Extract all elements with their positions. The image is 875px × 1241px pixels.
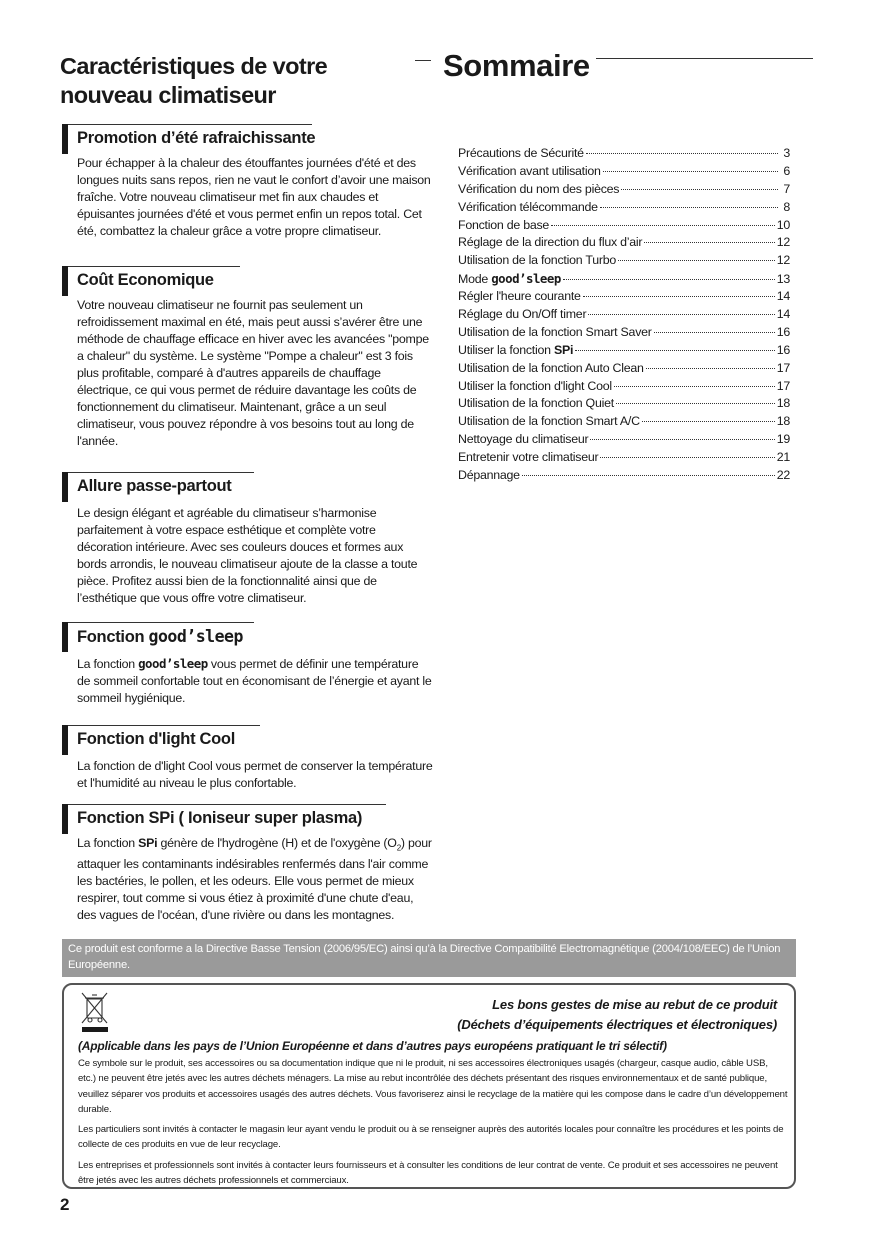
toc-item[interactable] xyxy=(458,432,790,450)
spi-logo: SPi xyxy=(553,342,574,357)
toc-item[interactable] xyxy=(458,325,790,343)
section-header xyxy=(62,472,434,502)
section-title: Allure passe-partout xyxy=(77,477,232,495)
section-title: Fonction d'light Cool xyxy=(77,730,235,748)
spi-logo: SPi xyxy=(138,836,158,850)
section-header xyxy=(62,266,434,296)
section-body xyxy=(77,835,434,924)
section-marker xyxy=(62,266,68,296)
toc-item-label: Vérification avant utilisation xyxy=(458,163,601,178)
page-title: Caractéristiques de votre nouveau climatiseur xyxy=(60,53,328,108)
toc-item[interactable] xyxy=(458,164,790,182)
toc-item-page: 16 xyxy=(776,342,790,357)
toc-item-page: 18 xyxy=(776,414,790,429)
section-dlight-cool xyxy=(62,725,434,792)
section-marker xyxy=(62,472,68,502)
body-text: La fonction xyxy=(77,657,139,671)
toc-leader-dots xyxy=(586,153,778,154)
section-title xyxy=(77,809,362,828)
toc-item[interactable] xyxy=(458,200,790,218)
toc-leader-dots xyxy=(551,225,775,226)
toc-item[interactable] xyxy=(458,182,790,200)
toc-leader-dots xyxy=(618,260,775,261)
section-header xyxy=(62,622,434,652)
toc-item-page: 18 xyxy=(776,396,790,411)
section-spi xyxy=(62,804,434,924)
toc-leader-dots xyxy=(654,332,775,333)
toc-item-page: 7 xyxy=(783,181,790,196)
weee-heading-line: Les bons gestes de mise au rebut de ce produit xyxy=(492,997,777,1012)
toc-item[interactable] xyxy=(458,307,790,325)
section-rule xyxy=(68,725,260,726)
section-header xyxy=(62,124,434,154)
section-body: Pour échapper à la chaleur des étouffantes journées d'été et des longues nuits sans repos, rien ne vaut le confort d’avoir une maison fraîche. Votre nouveau climatiseur met fin aux chaudes et épuisantes journées d'été et vous permet enfin un repos total. Cet été, combattez la chaleur grâce a votre propre climatiseur. xyxy=(77,156,431,238)
section-good-sleep xyxy=(62,622,434,707)
toc-leader-dots xyxy=(588,314,774,315)
toc-item[interactable] xyxy=(458,146,790,164)
section-rule xyxy=(68,472,254,473)
title-text: Fonction xyxy=(77,809,149,827)
toc-leader-dots xyxy=(646,368,775,369)
section-rule xyxy=(68,266,240,267)
toc-item-label: Utilisation de la fonction Turbo xyxy=(458,253,616,268)
section-marker xyxy=(62,804,68,834)
toc-item-page: 12 xyxy=(776,235,790,250)
section-title: Promotion d’été rafraichissante xyxy=(77,129,316,147)
body-text: La fonction xyxy=(77,836,139,850)
toc-item[interactable] xyxy=(458,253,790,271)
toc-leader-dots xyxy=(575,350,774,351)
toc-item[interactable] xyxy=(458,468,790,486)
section-design xyxy=(62,472,434,607)
toc-item-page: 21 xyxy=(776,450,790,465)
toc-item[interactable] xyxy=(458,379,790,397)
toc-item[interactable] xyxy=(458,343,790,361)
table-of-contents xyxy=(458,146,790,486)
subscript: 2 xyxy=(396,843,401,853)
weee-subheading: (Applicable dans les pays de l’Union Européenne et dans d’autres pays européens pratiquant le tri sélectif) xyxy=(78,1039,667,1053)
weee-paragraph: Ce symbole sur le produit, ses accessoires ou sa documentation indique que ni le produit, ni ses accessoires électroniques usagés (chargeur, casque audio, câble USB, etc.) ne peuvent être jetés avec les autres déchets ménagers. La mise au rebut incontrôlée des déchets présentant des risques environnementaux et de santé publique, veuillez séparer vos produits et accessoires usagés des autres déchets. Vous favoriserez ainsi le recyclage de la matière qui les compose dans le cadre d’un développement durable. xyxy=(78,1058,788,1115)
body-text: vous permet de définir une température de sommeil confortable tout en économisant de l’énergie et ayant le sommeil hygiénique. xyxy=(77,657,432,705)
section-rule xyxy=(68,124,312,125)
toc-item[interactable] xyxy=(458,218,790,236)
toc-item[interactable] xyxy=(458,289,790,307)
weee-paragraph: Les particuliers sont invités à contacter le magasin leur ayant vendu le produit ou à se renseigner auprès des autorités locales pour connaître les procédures et les points de collecte de ces produits en vue de leur recyclage. xyxy=(78,1124,784,1151)
toc-item-page: 22 xyxy=(776,468,790,483)
section-title xyxy=(77,627,243,647)
section-header xyxy=(62,804,434,834)
weee-heading-line: (Déchets d’équipements électriques et électroniques) xyxy=(457,1017,777,1032)
section-marker xyxy=(62,124,68,154)
toc-leader-dots xyxy=(603,171,778,172)
section-economic-cost xyxy=(62,266,434,450)
toc-item[interactable] xyxy=(458,414,790,432)
toc-item-page: 13 xyxy=(776,272,790,287)
toc-item-label: Précautions de Sécurité xyxy=(458,146,584,160)
toc-item-label: Utilisation de la fonction Quiet xyxy=(458,396,614,411)
compliance-notice: Ce produit est conforme a la Directive Basse Tension (2006/95/EC) ainsi qu’à la Directive Compatibilité Electromagnétique (2004/108/EEC) de l’Union Européenne. xyxy=(62,939,796,977)
toc-leader-dots xyxy=(621,189,778,190)
toc-leader-dots xyxy=(616,403,775,404)
toc-item-page: 14 xyxy=(776,307,790,322)
toc-item-label: Vérification télécommande xyxy=(458,199,598,214)
toc-item-page: 10 xyxy=(776,217,790,232)
good-sleep-logo: good’sleep xyxy=(491,271,561,287)
toc-item-page: 17 xyxy=(776,378,790,393)
toc-leader-dots xyxy=(644,242,774,243)
weee-paragraphs xyxy=(78,1056,788,1193)
toc-item-label: Entretenir votre climatiseur xyxy=(458,450,599,465)
toc-item-page: 19 xyxy=(776,432,790,447)
toc-item-page: 17 xyxy=(776,360,790,375)
toc-item-label: Dépannage xyxy=(458,468,520,483)
toc-leader-dots xyxy=(522,475,775,476)
toc-leader-dots xyxy=(583,296,775,297)
toc-item-page: 3 xyxy=(783,146,790,160)
toc-item-label: Utilisation de la fonction Auto Clean xyxy=(458,360,644,375)
page-number: 2 xyxy=(60,1195,70,1214)
toc-item[interactable] xyxy=(458,235,790,253)
section-marker xyxy=(62,622,68,652)
toc-item-label: Régler l'heure courante xyxy=(458,289,581,304)
toc-item-page: 8 xyxy=(783,199,790,214)
section-rule xyxy=(68,804,386,805)
section-marker xyxy=(62,725,68,755)
body-text: génère de l'hydrogène (H) et de l'oxygène (O xyxy=(157,836,397,850)
toc-item-label: Nettoyage du climatiseur xyxy=(458,432,589,447)
toc-item-label: Utiliser la fonction xyxy=(458,342,554,357)
toc-leader-dots xyxy=(642,421,775,422)
title-divider-right xyxy=(596,58,813,59)
title-text: ( Ioniseur super plasma) xyxy=(174,809,363,827)
crossed-bin-icon xyxy=(78,990,112,1034)
toc-leader-dots xyxy=(590,439,774,440)
good-sleep-logo: good’sleep xyxy=(148,627,243,646)
toc-item-label: Utilisation de la fonction Smart Saver xyxy=(458,324,652,339)
toc-item[interactable] xyxy=(458,271,790,289)
toc-leader-dots xyxy=(614,386,775,387)
toc-item-label: Utiliser la fonction d'light Cool xyxy=(458,378,612,393)
weee-paragraph: Les entreprises et professionnels sont invités à contacter leurs fournisseurs et à consulter les conditions de leur contrat de vente. Ce produit et ses accessoires ne peuvent être jetés avec les autres déchets professionnels et commerciaux. xyxy=(78,1159,778,1187)
toc-item[interactable] xyxy=(458,361,790,379)
toc-item-label: Réglage de la direction du flux d’air xyxy=(458,235,643,250)
section-header xyxy=(62,725,434,755)
toc-item-page: 6 xyxy=(783,163,790,178)
section-body xyxy=(77,655,434,707)
toc-leader-dots xyxy=(600,457,774,458)
good-sleep-logo: good’sleep xyxy=(138,656,208,671)
toc-item-page: 14 xyxy=(776,289,790,304)
toc-leader-dots xyxy=(600,207,778,208)
title-divider-left xyxy=(415,60,431,61)
weee-heading xyxy=(457,995,777,1035)
title-text: Fonction xyxy=(77,628,149,646)
toc-item-label: Vérification du nom des pièces xyxy=(458,181,620,196)
section-title: Coût Economique xyxy=(77,271,214,289)
toc-title: Sommaire xyxy=(443,48,590,83)
toc-leader-dots xyxy=(563,279,775,280)
toc-item-label: Mode xyxy=(458,272,492,287)
section-summer-promo xyxy=(62,124,434,240)
toc-item-page: 12 xyxy=(776,253,790,268)
toc-item[interactable] xyxy=(458,396,790,414)
section-body: Votre nouveau climatiseur ne fournit pas seulement un refroidissement maximal en été, mais peut aussi s’avérer être une méthode de chauffage efficace en hiver avec les avancées "pompe a chaleur" du système. Le système "Pompe a chaleur" est 3 fois plus profitable, comparé à d'autres appareils de chauffage électrique, ce qui vous permet de réduire davantage les coûts de fonctionnement du climatiseur. Maintenant, grâce a un seul climatiseur, vous pouvez répondre à vos besoins tout au long de l'année. xyxy=(77,298,429,448)
section-rule xyxy=(68,622,254,623)
toc-item-page: 16 xyxy=(776,324,790,339)
toc-item-label: Réglage du On/Off timer xyxy=(458,307,587,322)
body-text: ) pour attaquer les contaminants indésirables renfermés dans l'air comme les bactéries, le pollen, et les odeurs. Elle vous permet de mieux respirer, tout comme si vous étiez à proximité d'une chute d'eau, des vagues de l'océan, d'une rivière ou dans les montagnes. xyxy=(77,836,432,923)
spi-logo: SPi xyxy=(148,809,175,827)
section-body: La fonction de d'light Cool vous permet de conserver la température et l'humidité au niveau le plus confortable. xyxy=(77,759,433,790)
toc-item-label: Fonction de base xyxy=(458,217,550,232)
toc-item[interactable] xyxy=(458,450,790,468)
toc-item-label: Utilisation de la fonction Smart A/C xyxy=(458,414,640,429)
section-body: Le design élégant et agréable du climatiseur s’harmonise parfaitement à votre espace esthétique et complète votre décoration intérieure. Avec ses couleurs douces et formes aux bords arrondis, le nouveau climatiseur ajoute de la classe a toute pièce. Profitez aussi bien de la fonctionnalité ainsi que de l’esthétique que vous offre votre climatiseur. xyxy=(77,506,418,605)
